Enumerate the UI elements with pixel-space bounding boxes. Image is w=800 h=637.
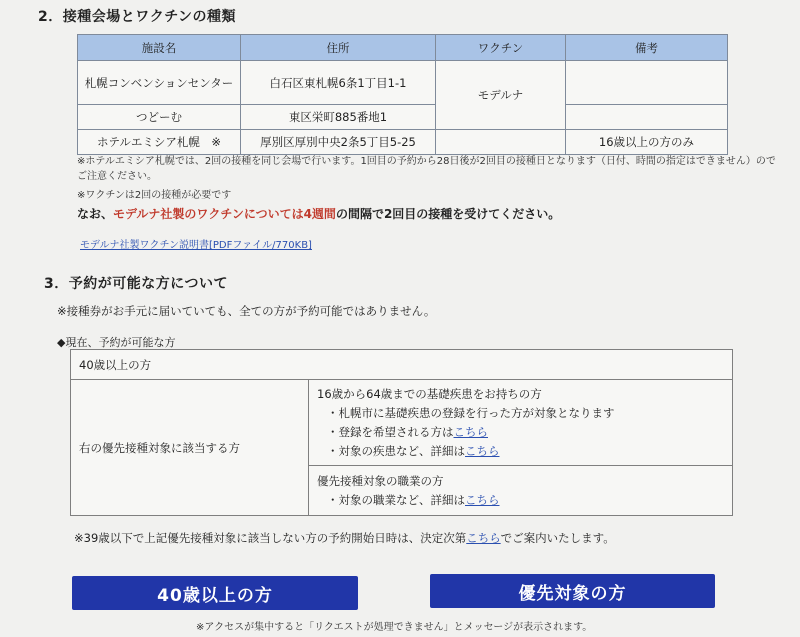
disease-cell <box>309 380 733 466</box>
priority-target-label: 右の優先接種対象に該当する方 <box>71 380 309 516</box>
table-row <box>78 105 728 130</box>
venue-address: 東区栄町885番地1 <box>241 105 436 130</box>
under39-link[interactable]: こちら <box>466 531 501 545</box>
column-header: ワクチン <box>436 35 566 61</box>
job-line-1-text: ・対象の職業など、詳細は <box>327 492 465 507</box>
section3-intro: ※接種券がお手元に届いていても、全ての方が予約可能ではありません。 <box>57 304 436 318</box>
column-header: 備考 <box>566 35 728 61</box>
access-warning: ※アクセスが集中すると「リクエストが処理できません」とメッセージが表示されます。 <box>196 622 593 633</box>
vaccine-name: モデルナ <box>436 61 566 130</box>
priority-button[interactable]: 優先対象の方 <box>430 574 715 608</box>
disease-line-2 <box>317 423 724 442</box>
venue-name: つどーむ <box>78 105 241 130</box>
disease-title: 16歳から64歳までの基礎疾患をお持ちの方 <box>317 386 542 401</box>
eligible-row-40plus: 40歳以上の方 <box>71 350 733 380</box>
venue-table <box>77 34 728 155</box>
disease-line-1: ・札幌市に基礎疾患の登録を行った方が対象となります <box>327 405 615 420</box>
venue-address: 厚別区厚別中央2条5丁目5-25 <box>241 130 436 155</box>
job-line-1 <box>317 491 724 510</box>
venue-note <box>566 105 728 130</box>
table-row <box>78 61 728 105</box>
interval-notice-b: モデルナ社製のワクチンについては4週間 <box>113 207 336 221</box>
venue-name: 札幌コンベンションセンター <box>78 61 241 105</box>
disease-line-2-text: ・登録を希望される方は <box>327 424 454 439</box>
interval-notice-a: なお、 <box>77 207 114 221</box>
under39-note-prefix: ※39歳以下で上記優先接種対象に該当しない方の予約開始日時は、決定次第 <box>74 531 467 545</box>
interval-notice <box>77 205 560 222</box>
disease-line-3 <box>317 442 724 461</box>
two-dose-note: ※ワクチンは2回の接種が必要です <box>77 190 232 201</box>
pdf-link[interactable]: モデルナ社製ワクチン説明書[PDFファイル/770KB] <box>80 240 312 251</box>
table-row <box>71 350 733 380</box>
venue-name: ホテルエミシア札幌 ※ <box>78 130 241 155</box>
interval-notice-c: の間隔で2回目の接種を受けてください。 <box>335 207 561 221</box>
section2-title: 2．接種会場とワクチンの種類 <box>38 9 237 25</box>
venue-note: 16歳以上の方のみ <box>566 130 728 155</box>
current-eligible-heading: ◆現在、予約が可能な方 <box>57 336 176 349</box>
column-header: 施設名 <box>78 35 241 61</box>
section3-title: 3．予約が可能な方について <box>44 276 228 292</box>
job-cell <box>309 466 733 516</box>
job-detail-link[interactable]: こちら <box>465 492 500 507</box>
disease-line-3-text: ・対象の疾患など、詳細は <box>327 443 465 458</box>
venue-address: 白石区東札幌6条1丁目1-1 <box>241 61 436 105</box>
column-header: 住所 <box>241 35 436 61</box>
table-header-row <box>78 35 728 61</box>
disease-detail-link[interactable]: こちら <box>465 443 500 458</box>
eligibility-table <box>70 349 733 516</box>
disease-register-link[interactable]: こちら <box>453 424 488 439</box>
table-row <box>78 130 728 155</box>
under39-note-suffix: でご案内いたします。 <box>500 531 615 545</box>
job-title: 優先接種対象の職業の方 <box>317 473 444 488</box>
venue-note <box>566 61 728 105</box>
emisia-note: ※ホテルエミシア札幌では、2回の接種を同じ会場で行います。1回目の予約から28日後が2回目の接種日となります（日付、時間の指定はできません）のでご注意ください。 <box>77 156 776 182</box>
vaccine-cell-empty <box>436 130 566 155</box>
table-row <box>71 380 733 466</box>
over40-button[interactable]: 40歳以上の方 <box>72 576 358 610</box>
under39-note <box>74 530 615 546</box>
